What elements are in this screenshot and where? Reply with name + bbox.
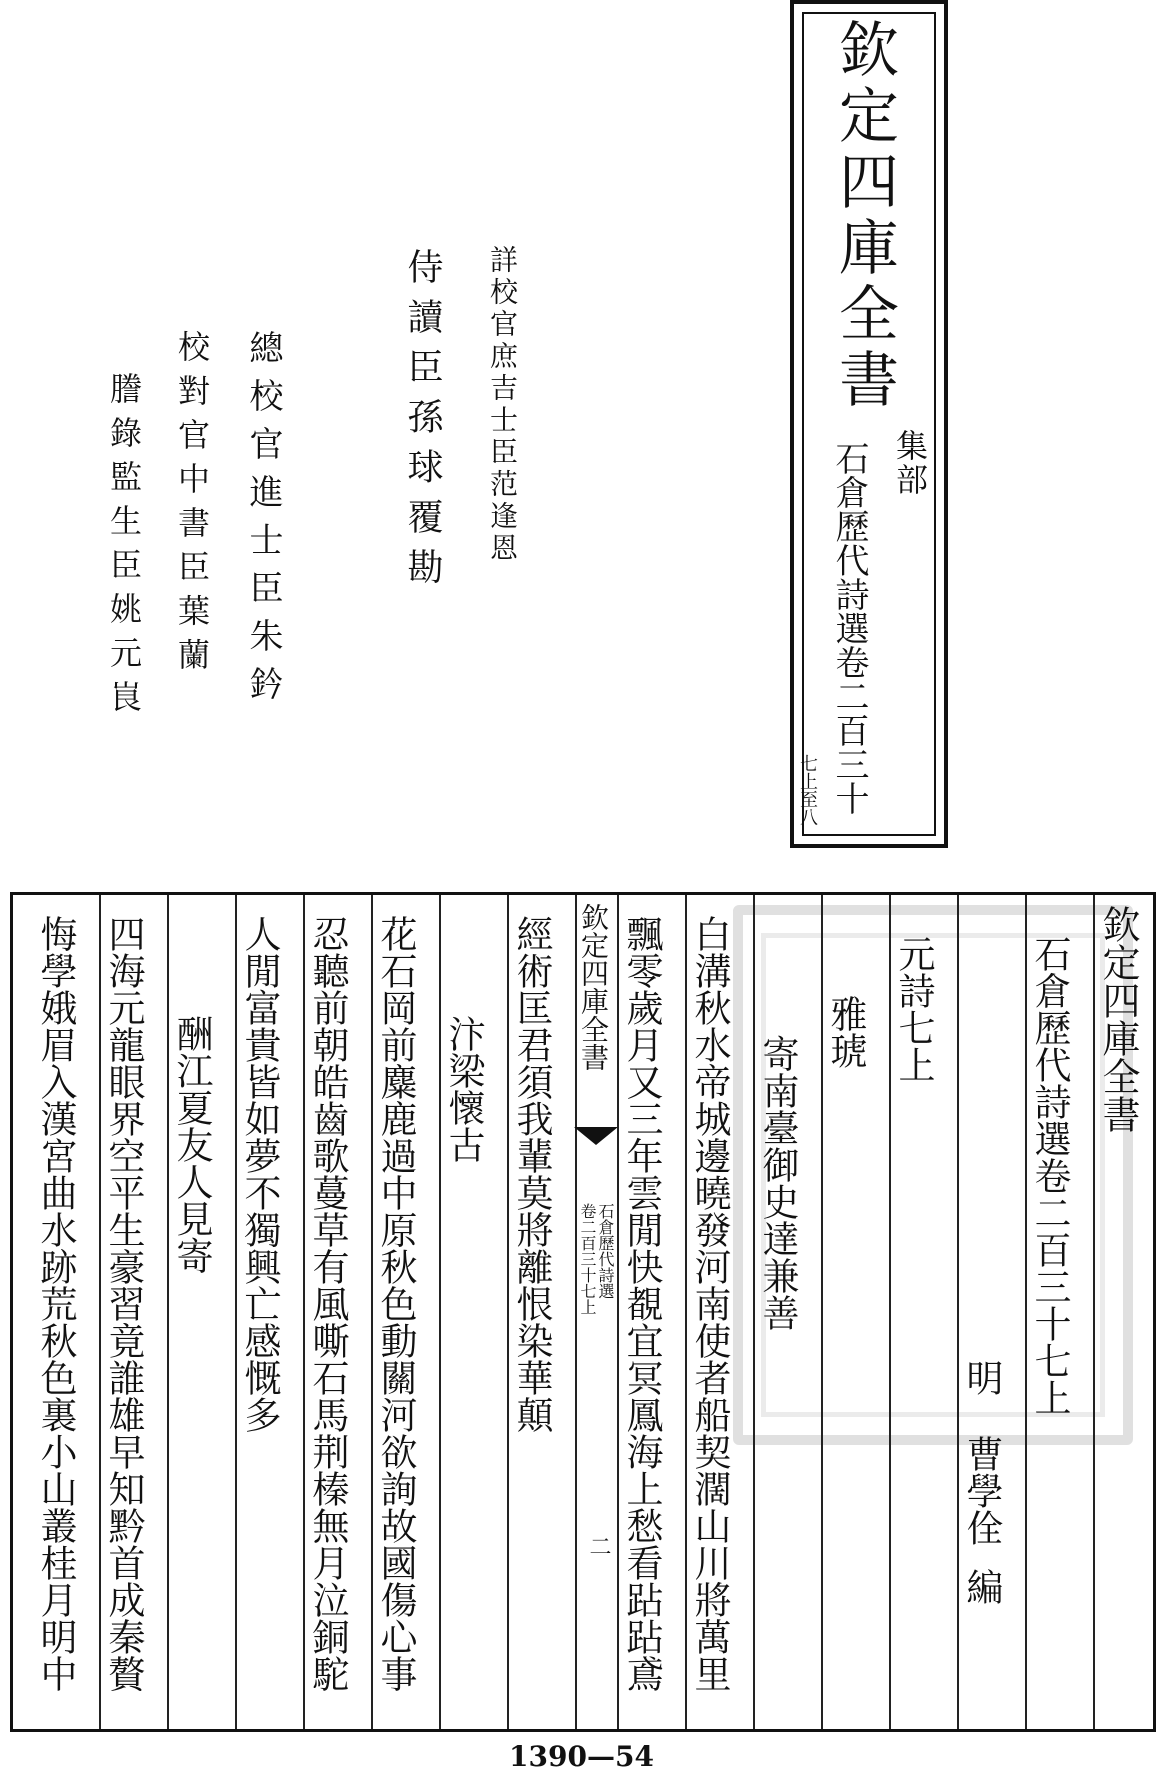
- credit-role: 詳校官庶吉士臣: [486, 245, 519, 469]
- column-rule: [439, 895, 441, 1729]
- poem-line: 花石岡前麋鹿過中原秋色動關河欲詢故國傷心事: [374, 915, 417, 1692]
- poem-title: 酬江夏友人見寄: [170, 1015, 213, 1274]
- credit-name: 孫球覆勘: [402, 398, 443, 598]
- column-rule: [617, 895, 619, 1729]
- label-volume-sub: 七上至八: [797, 754, 818, 826]
- compiler: [960, 1435, 1003, 1605]
- poem-line: 經術匡君須我輩莫將離恨染華顛: [510, 915, 553, 1433]
- column-rule: [753, 895, 755, 1729]
- section-heading: 元詩七上: [892, 935, 935, 1083]
- margin-volume: 石倉歷代詩選: [596, 1203, 615, 1299]
- column-rule: [957, 895, 959, 1729]
- poem-title: 寄南臺御史達兼善: [756, 1035, 799, 1331]
- credit-name: 朱鈐: [243, 618, 283, 714]
- credit-role: 侍讀臣: [402, 248, 443, 398]
- credit-role: 校對官中書臣: [173, 330, 211, 594]
- title-label-box: [790, 0, 948, 848]
- compiler-name: 曹學佺: [960, 1435, 1003, 1546]
- label-section: 集部: [891, 429, 929, 497]
- poem-title: 汴梁懷古: [442, 1015, 485, 1163]
- label-volume: 石倉歷代詩選卷二百三十: [829, 441, 869, 815]
- poem-line: 人閒富貴皆如夢不獨興亡感慨多: [238, 915, 281, 1433]
- column-rule: [685, 895, 687, 1729]
- credit-column-4: [173, 330, 211, 682]
- poem-line: 飄零歲月又三年雲閒快覩宜冥鳳海上愁看跕跕鳶: [620, 915, 663, 1692]
- credit-column-5: [105, 372, 143, 724]
- credit-column-1: [486, 245, 519, 565]
- credit-column-2: [402, 248, 443, 598]
- author-name: 雅琥: [824, 995, 867, 1069]
- compile-label: 編: [960, 1568, 1003, 1605]
- page-number: 1390—54: [509, 1740, 654, 1773]
- column-rule: [889, 895, 891, 1729]
- credit-role: 總校官進士臣: [243, 330, 283, 618]
- credit-name: 葉蘭: [173, 594, 211, 682]
- header-title: 欽定四庫全書: [1096, 905, 1140, 1133]
- dynasty: 明: [960, 1359, 1003, 1396]
- column-rule: [99, 895, 101, 1729]
- margin-volume-2: 卷二百三十七上: [578, 1203, 597, 1315]
- column-rule: [303, 895, 305, 1729]
- column-rule: [235, 895, 237, 1729]
- column-rule: [1025, 895, 1027, 1729]
- poem-line: 悔學娥眉入漢宮曲水跡荒秋色裏小山叢桂月明中: [34, 915, 77, 1692]
- label-main-title: 欽定四庫全書: [829, 18, 899, 414]
- credit-role: 謄錄監生臣: [105, 372, 143, 592]
- column-rule: [507, 895, 509, 1729]
- credit-name: 姚元峎: [105, 592, 143, 724]
- text-page: [10, 892, 1156, 1732]
- poem-line: 白溝秋水帝城邊曉發河南使者船契濶山川將萬里: [688, 915, 731, 1692]
- margin-leaf-number: 二: [586, 1535, 611, 1557]
- column-rule: [167, 895, 169, 1729]
- column-rule: [371, 895, 373, 1729]
- credit-column-3: [243, 330, 283, 714]
- book-title: 石倉歷代詩選卷二百三十七上: [1028, 935, 1071, 1416]
- column-rule: [1093, 895, 1095, 1729]
- poem-line: 四海元龍眼界空平生豪習竟誰雄早知黔首成秦贅: [102, 915, 145, 1692]
- fish-tail-mark: [574, 1127, 618, 1145]
- credit-name: 范逢恩: [486, 469, 519, 565]
- poem-line: 忍聽前朝皓齒歌蔓草有風嘶石馬荆榛無月泣銅駝: [306, 915, 349, 1692]
- margin-title: 欽定四庫全書: [577, 903, 610, 1071]
- column-rule: [821, 895, 823, 1729]
